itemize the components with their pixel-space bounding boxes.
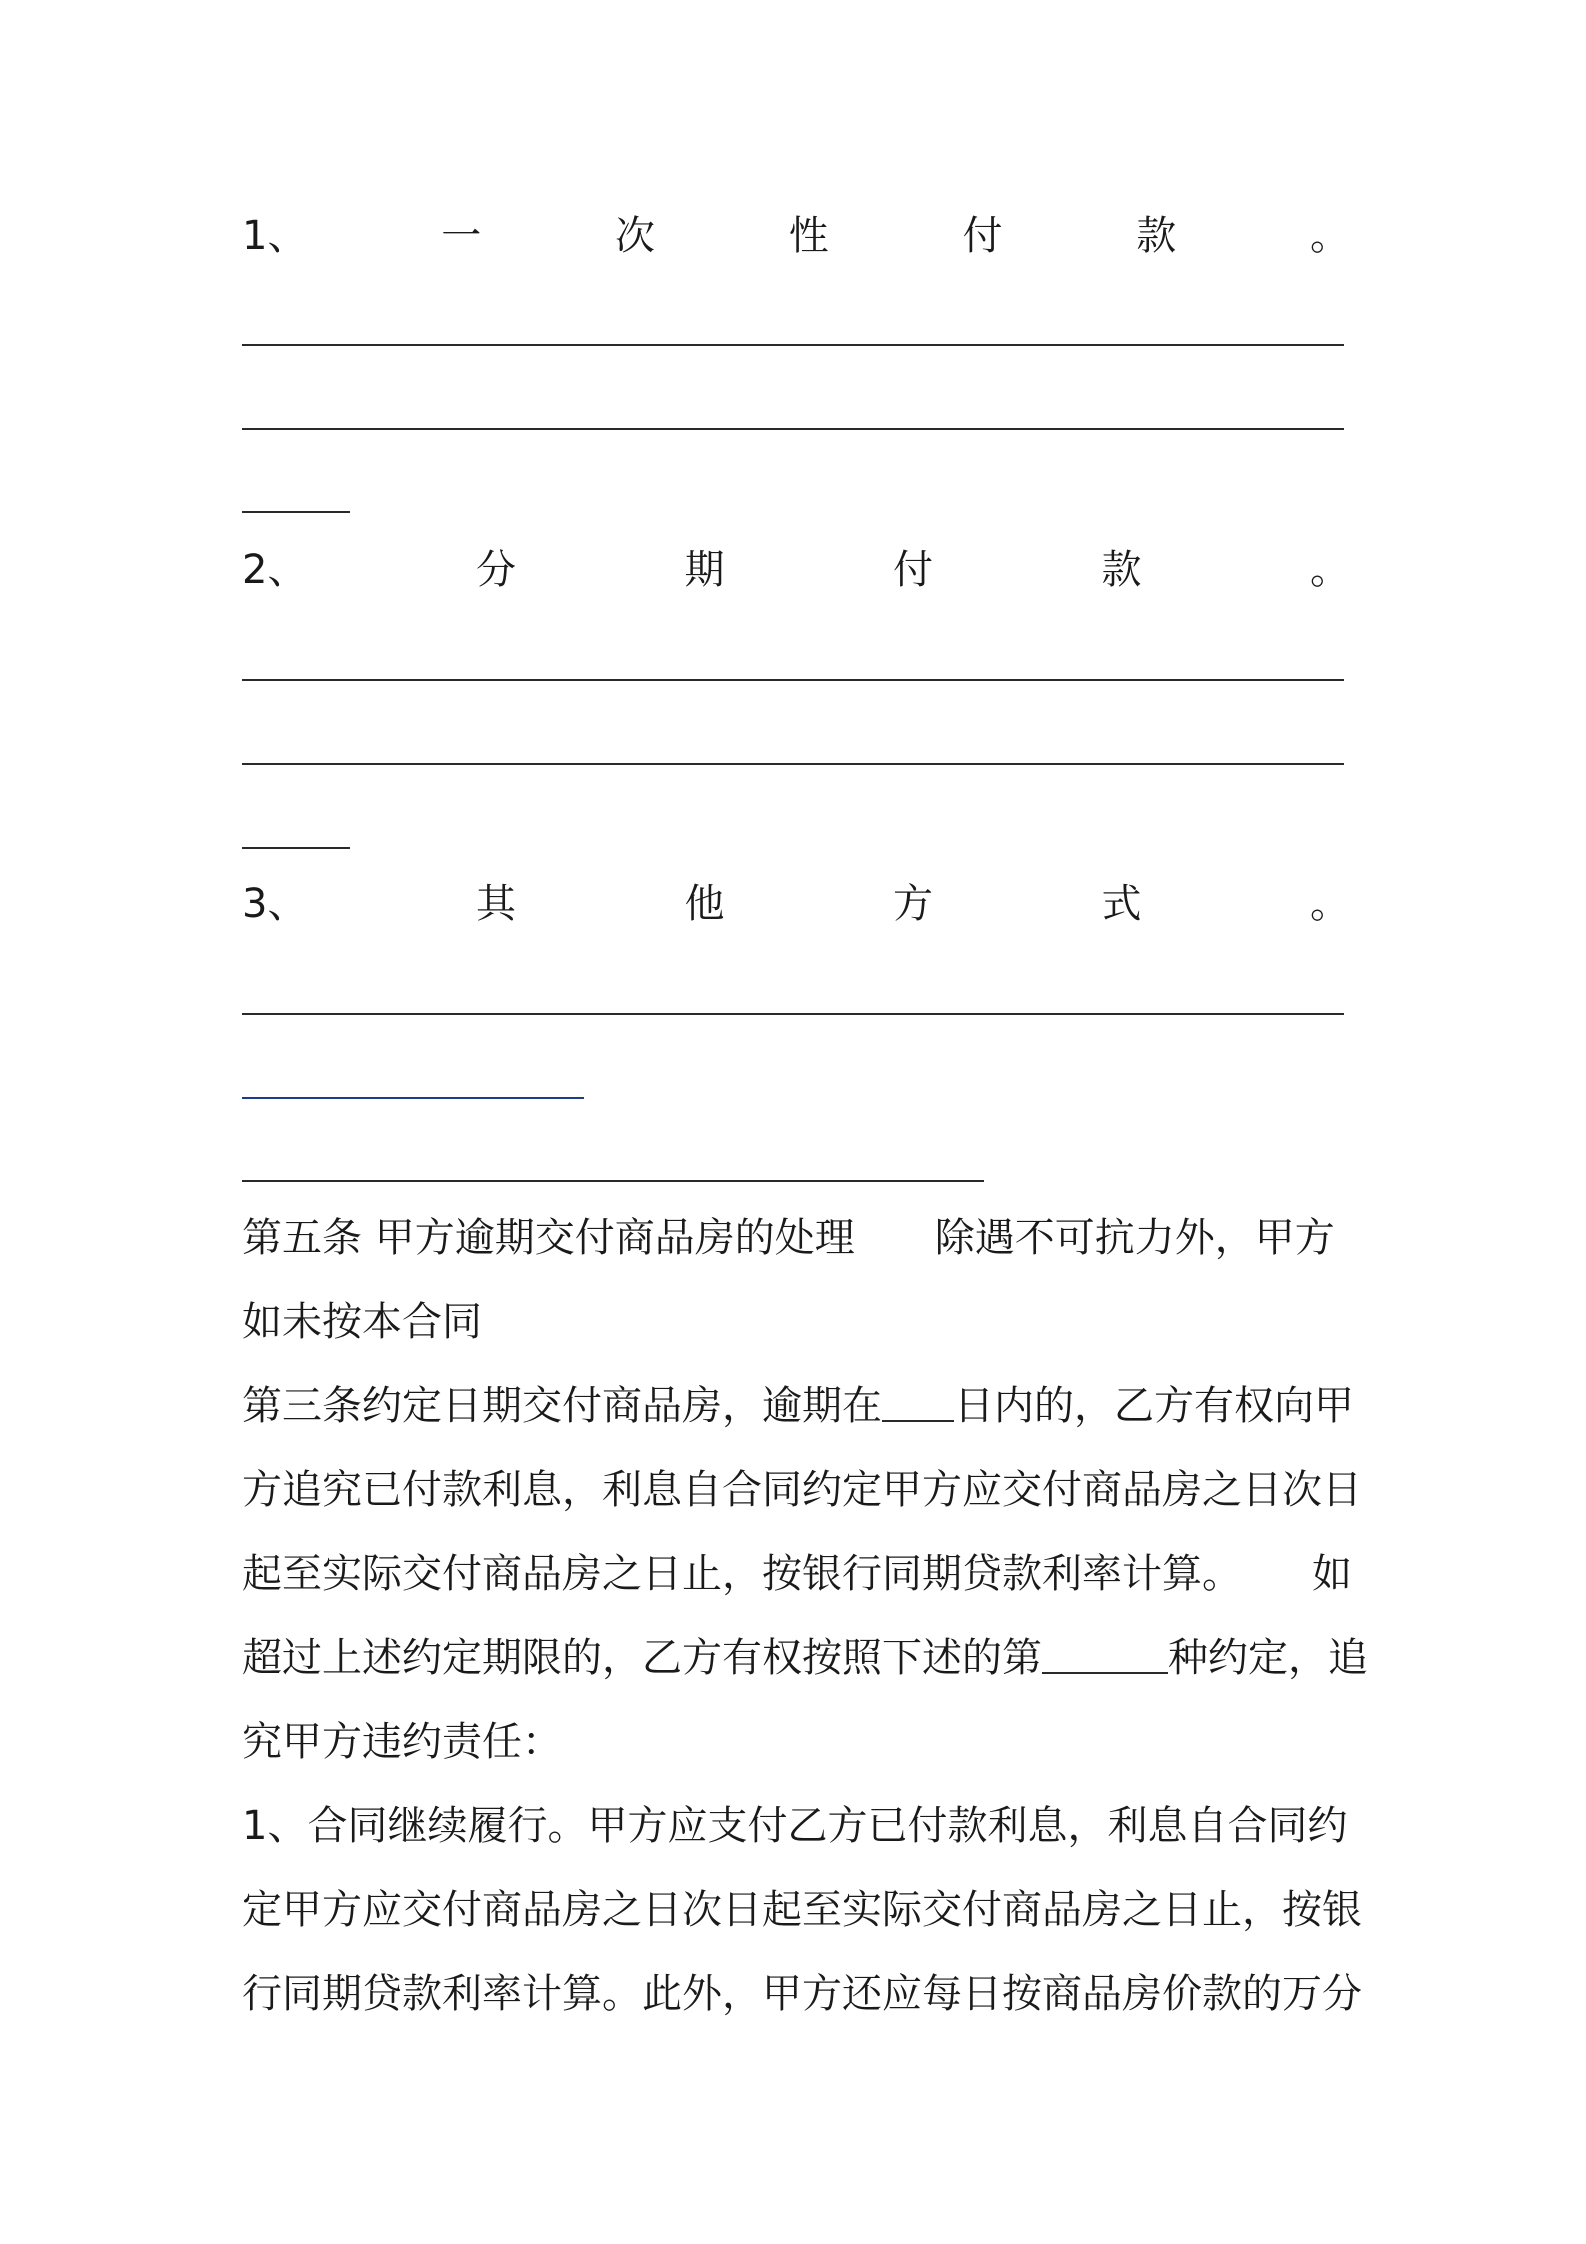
article5-line-7: 究甲方违约责任：: [242, 1719, 562, 1765]
article5-line-9: 定甲方应交付商品房之日次日起至实际交付商品房之日止，按银: [242, 1887, 1362, 1933]
blank-line: [242, 511, 350, 513]
article5-line-6: 超过上述约定期限的，乙方有权按照下述的第 种约定，追: [242, 1628, 1368, 1688]
article5-line-10: 行同期贷款利率计算。此外，甲方还应每日按商品房价款的万分: [242, 1971, 1362, 2017]
option-number-blank: [1042, 1628, 1168, 1674]
blank-line: [242, 1097, 584, 1099]
article5-line-3: 第三条约定日期交付商品房，逾期在 日内的，乙方有权向甲: [242, 1376, 1354, 1436]
blank-line: [242, 428, 1344, 430]
blank-line: [242, 679, 1344, 681]
article5-line-1: 第五条 甲方逾期交付商品房的处理 除遇不可抗力外，甲方: [242, 1215, 1335, 1261]
payment-option-2-heading: 2、 分 期 付 款 。: [242, 540, 1350, 600]
days-blank: [882, 1376, 954, 1422]
item-number: 3、: [242, 881, 308, 927]
item-number: 2、: [242, 547, 308, 593]
blank-line: [242, 763, 1344, 765]
article5-line-5: 起至实际交付商品房之日止，按银行同期贷款利率计算。 如: [242, 1551, 1352, 1597]
blank-line: [242, 847, 350, 849]
article5-line-2: 如未按本合同: [242, 1299, 482, 1345]
blank-line: [242, 1180, 984, 1182]
payment-option-1-heading: 1、 一 次 性 付 款 。: [242, 206, 1350, 266]
article5-line-4: 方追究已付款利息，利息自合同约定甲方应交付商品房之日次日: [242, 1467, 1362, 1513]
payment-option-3-heading: 3、 其 他 方 式 。: [242, 874, 1350, 934]
blank-line: [242, 1013, 1344, 1015]
article5-title: 第五条 甲方逾期交付商品房的处理: [242, 1215, 855, 1261]
item-number: 1、: [242, 213, 308, 259]
article5-line-8: 1、合同继续履行。甲方应支付乙方已付款利息，利息自合同约: [242, 1803, 1348, 1849]
blank-line: [242, 344, 1344, 346]
